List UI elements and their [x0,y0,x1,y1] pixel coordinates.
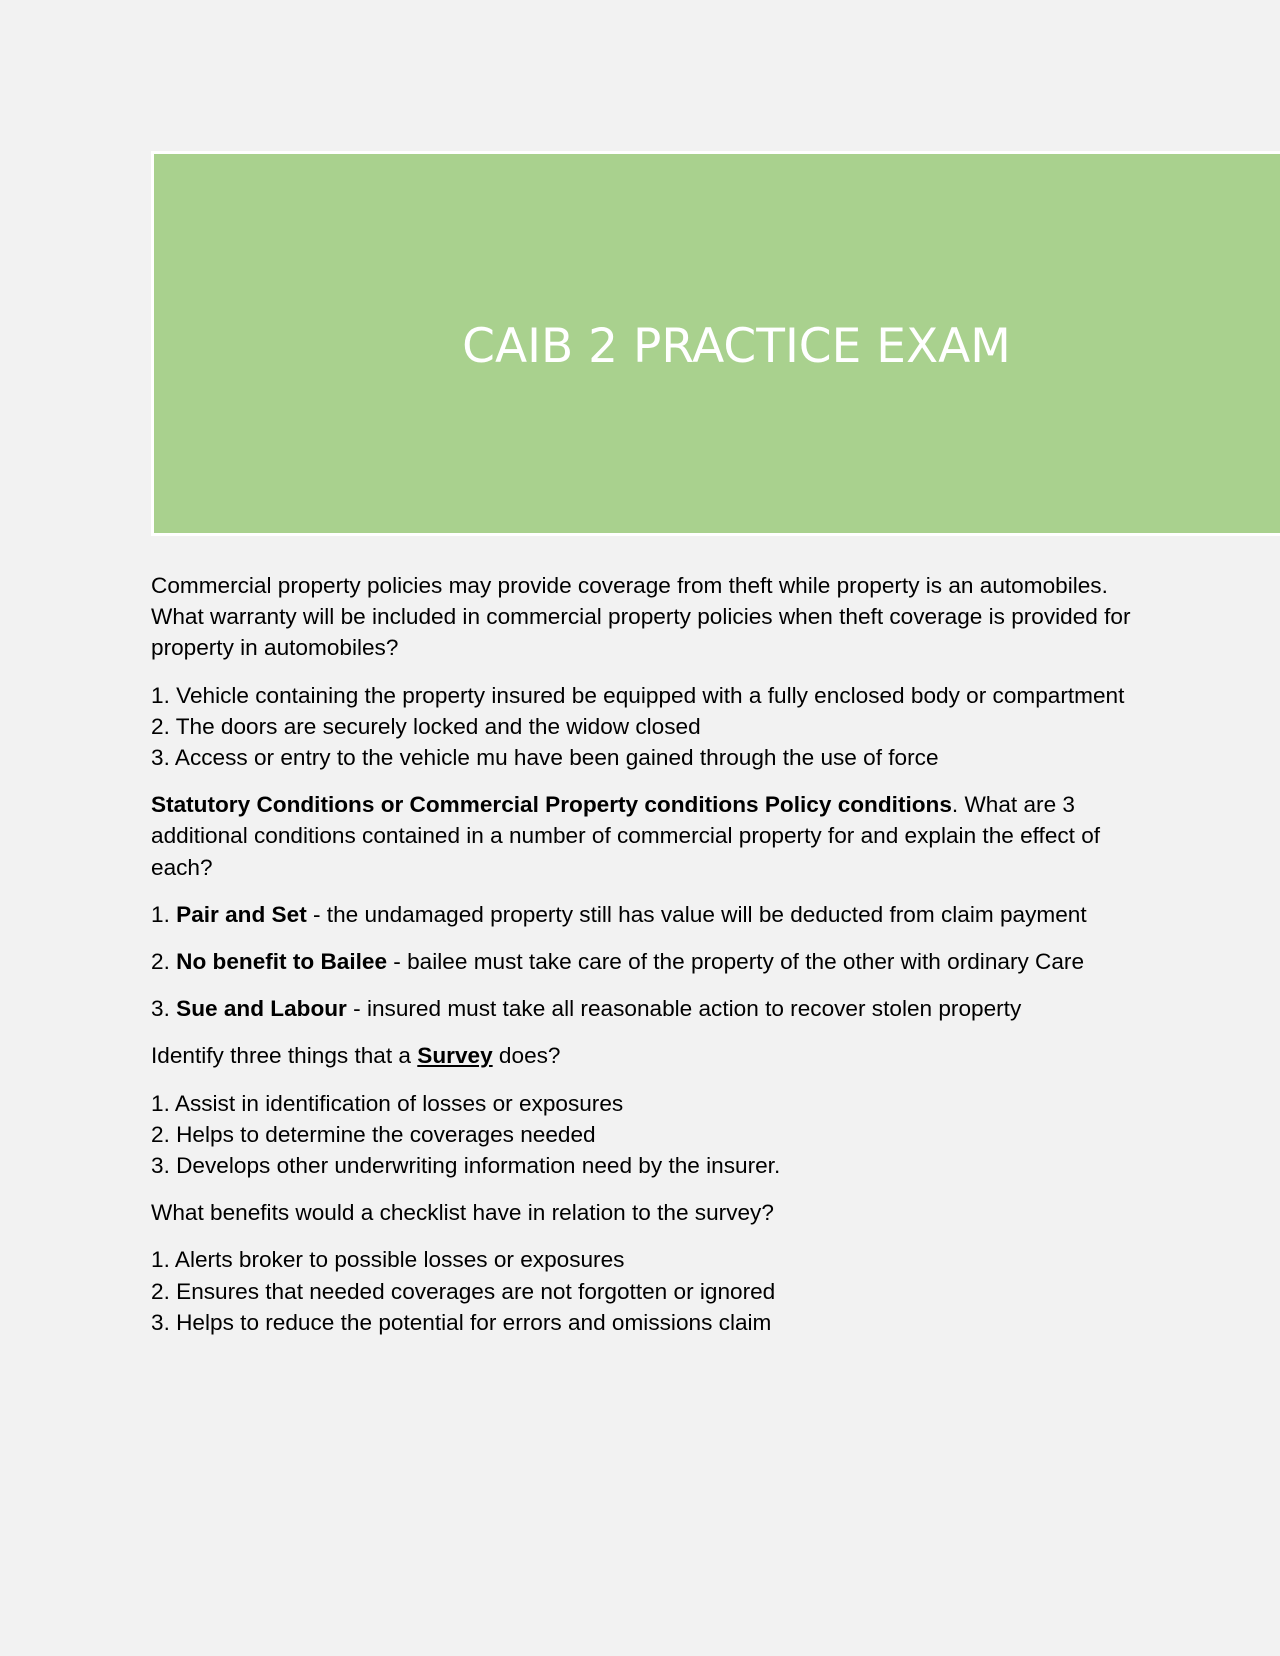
document-body [151,570,1141,1354]
answer-item: 1. Vehicle containing the property insured be equipped with a fully enclosed body or compartment [151,682,1125,708]
answer-text: - insured must take all reasonable action to recover stolen property [346,996,1022,1022]
answer-term: Sue and Labour [176,996,347,1022]
answer-item [151,946,1141,977]
survey-term: Survey [417,1043,493,1069]
answer-number: 3. [151,996,177,1022]
answer-item: 3. Helps to reduce the potential for errors and omissions claim [151,1309,772,1335]
answer-list-4 [151,1244,1141,1338]
answer-item: 3. Access or entry to the vehicle mu have been gained through the use of force [151,745,939,771]
question-3-text-end: does? [492,1043,561,1069]
answer-number: 2. [151,949,177,975]
answer-text: - the undamaged property still has value will be deducted from claim payment [306,901,1087,927]
answer-term: Pair and Set [176,901,307,927]
answer-term: No benefit to Bailee [176,949,388,975]
question-3-text: Identify three things that a [151,1043,418,1069]
title-banner [151,151,1280,536]
question-2-text: . What are 3 additional conditions contained in a number of commercial property for and explain the effect of each? [151,792,1101,880]
answer-item: 1. Alerts broker to possible losses or exposures [151,1247,625,1273]
question-4: What benefits would a checklist have in relation to the survey? [151,1200,774,1226]
answer-item: 2. The doors are securely locked and the widow closed [151,713,701,739]
question-1: Commercial property policies may provide coverage from theft while property is an automobiles. What warranty will be included in commercial property policies when theft coverage is provided for property in automobiles? [151,573,1131,661]
question-3 [151,1040,1141,1071]
answer-item: 3. Develops other underwriting information need by the insurer. [151,1153,781,1179]
answer-item: 1. Assist in identification of losses or exposures [151,1090,624,1116]
answer-text: - bailee must take care of the property of the other with ordinary Care [387,949,1085,975]
answer-item [151,899,1141,930]
answer-number: 1. [151,901,177,927]
question-2 [151,789,1141,883]
answer-list-1 [151,680,1141,774]
question-2-heading: Statutory Conditions or Commercial Property conditions Policy conditions [151,792,952,818]
answer-item: 2. Ensures that needed coverages are not forgotten or ignored [151,1278,776,1304]
answer-item [151,993,1141,1024]
answer-list-3 [151,1088,1141,1182]
document-title: CAIB 2 PRACTICE EXAM [462,319,1011,374]
answer-item: 2. Helps to determine the coverages needed [151,1121,596,1147]
